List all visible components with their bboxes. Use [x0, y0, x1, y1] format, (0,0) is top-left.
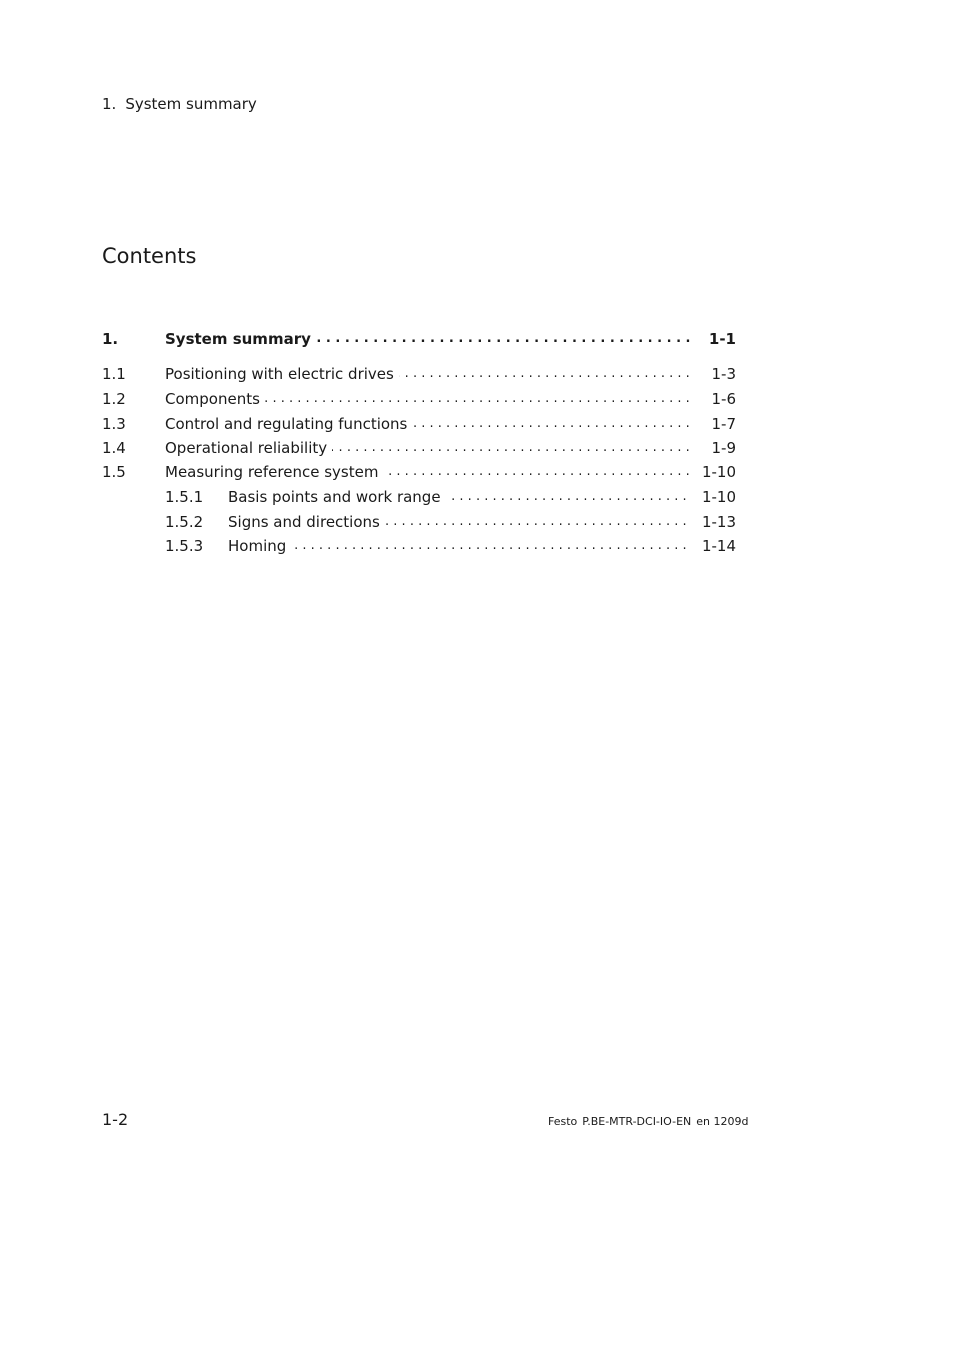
- toc-entry-1-3[interactable]: [102, 413, 736, 435]
- toc-entry-1-4[interactable]: [102, 437, 736, 459]
- toc-entry-page: 1-6: [711, 390, 736, 408]
- toc-entry-title-wrap: [165, 363, 690, 385]
- toc-entry-1-5-1[interactable]: [102, 486, 736, 508]
- toc-entry-1-5-2[interactable]: [102, 511, 736, 533]
- toc-entry-title-wrap: [165, 437, 690, 459]
- footer-company: Festo: [548, 1115, 578, 1128]
- toc-entry-number: 1.5.2: [165, 513, 204, 531]
- toc-entry-title: Positioning with electric drives: [165, 365, 399, 383]
- toc-entry-title-wrap: [165, 388, 690, 410]
- footer-page-number: 1-2: [102, 1110, 129, 1129]
- toc-entry-number: 1.3: [102, 415, 126, 433]
- toc-entry-number: 1.4: [102, 439, 126, 457]
- footer-document-info: [548, 1114, 753, 1130]
- toc-entry-page: 1-14: [701, 537, 736, 555]
- toc-entry-title-wrap: [228, 511, 690, 533]
- toc-entry-page: 1-3: [711, 365, 736, 383]
- toc-entry-title-wrap: [165, 461, 690, 483]
- toc-entry-title: Measuring reference system: [165, 463, 383, 481]
- toc-entry-number: 1.: [102, 330, 119, 348]
- toc-entry-page: 1-10: [701, 488, 736, 506]
- toc-entry-page: 1-9: [711, 439, 736, 457]
- toc-entry-title: Operational reliability: [165, 439, 332, 457]
- toc-entry-number: 1.2: [102, 390, 126, 408]
- toc-entry-page: 1-10: [701, 463, 736, 481]
- page-title: Contents: [102, 244, 197, 268]
- toc-entry-1-5[interactable]: [102, 461, 736, 483]
- toc-entry-page: 1-13: [701, 513, 736, 531]
- toc-entry-title: Control and regulating functions: [165, 415, 412, 433]
- toc-entry-title-wrap: [165, 413, 690, 435]
- toc-entry-title: System summary: [165, 330, 316, 348]
- toc-entry-title: Basis points and work range: [228, 488, 446, 506]
- toc-entry-number: 1.1: [102, 365, 126, 383]
- toc-entry-title: Components: [165, 390, 265, 408]
- toc-entry-1-1[interactable]: [102, 363, 736, 385]
- toc-entry-1-5-3[interactable]: [102, 535, 736, 557]
- toc-entry-page: 1-7: [711, 415, 736, 433]
- toc-entry-title: Homing: [228, 537, 291, 555]
- chapter-title: System summary: [125, 95, 257, 113]
- toc-entry-1-2[interactable]: [102, 388, 736, 410]
- toc-entry-number: 1.5.1: [165, 488, 204, 506]
- toc-entry-number: 1.5.3: [165, 537, 204, 555]
- toc-entry-title-wrap: [228, 486, 690, 508]
- running-header: [102, 94, 257, 114]
- toc-entry-chapter-1[interactable]: [102, 328, 736, 350]
- toc-entry-page: 1-1: [708, 330, 736, 348]
- toc-entry-title-wrap: [165, 328, 690, 350]
- toc-entry-title: Signs and directions: [228, 513, 385, 531]
- toc-entry-number: 1.5: [102, 463, 126, 481]
- footer-document-code: P.BE-MTR-DCI-IO-EN: [582, 1115, 692, 1128]
- footer-language-version: en 1209d: [696, 1115, 749, 1128]
- toc-entry-title-wrap: [228, 535, 690, 557]
- chapter-number: 1.: [102, 95, 117, 113]
